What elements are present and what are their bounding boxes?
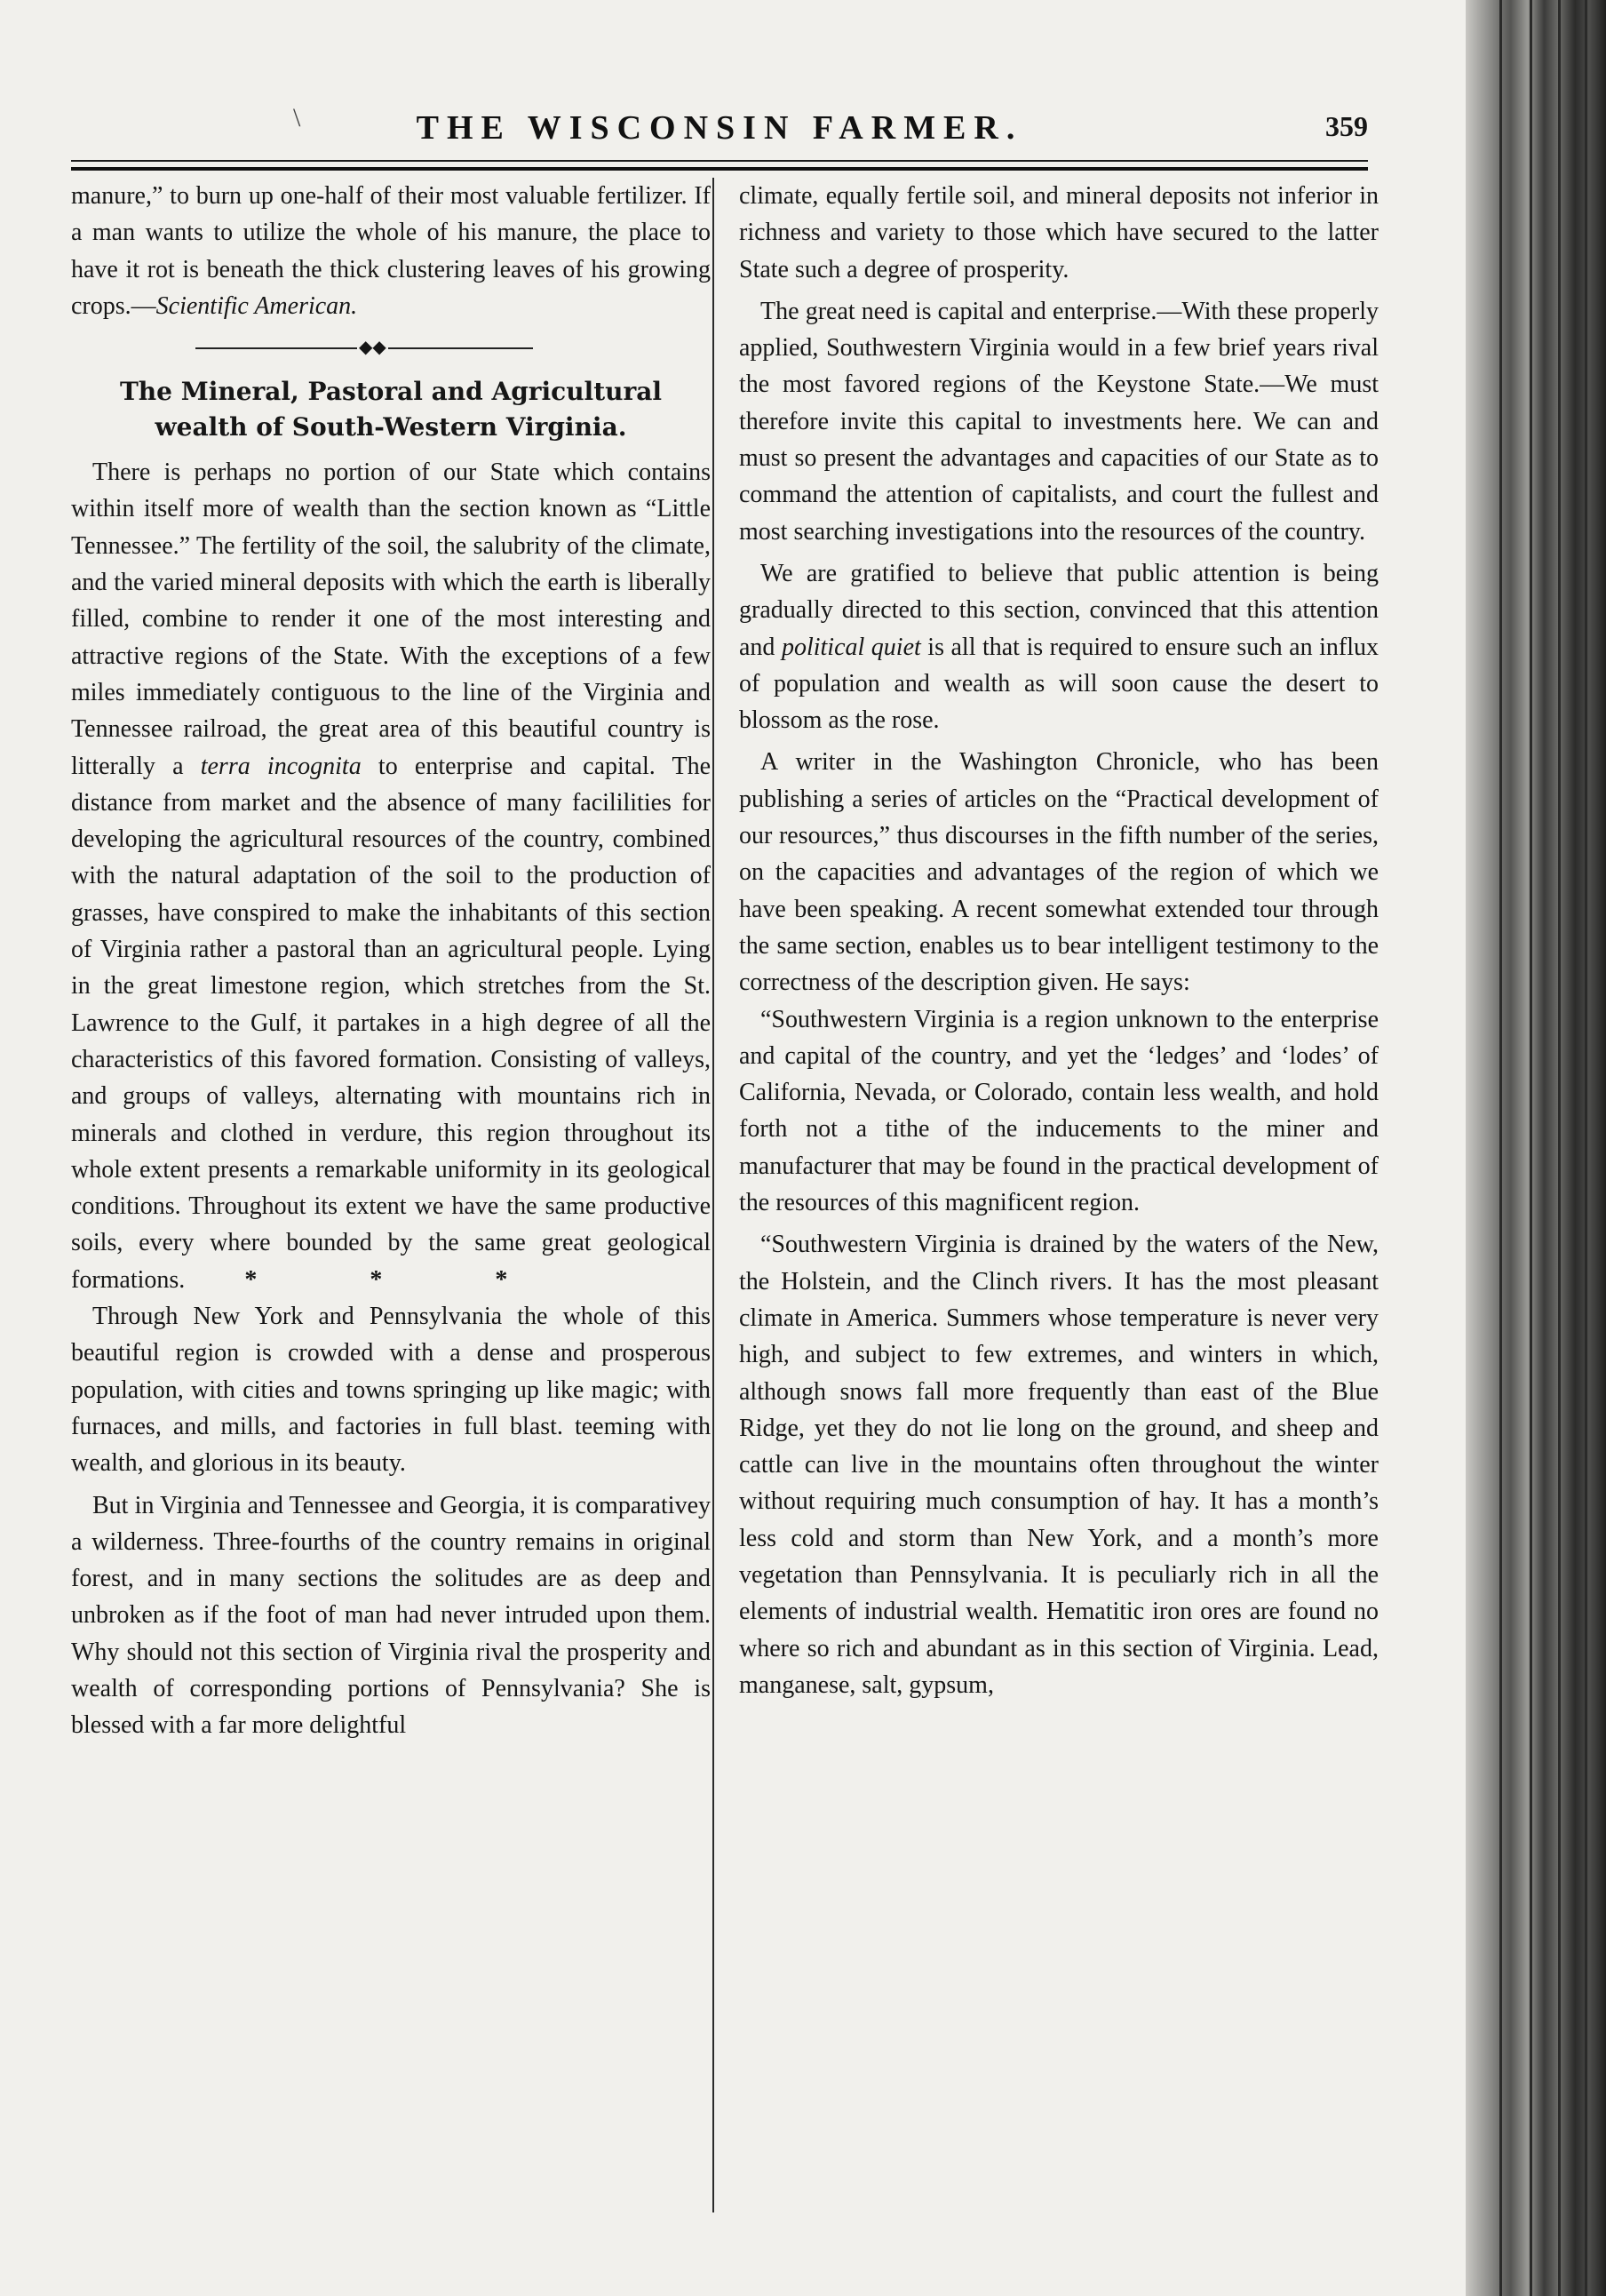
stray-mark: \ bbox=[293, 103, 301, 132]
source-citation: Scientific American. bbox=[155, 291, 358, 320]
right-column bbox=[739, 178, 1379, 1703]
page-number: 359 bbox=[1325, 110, 1368, 142]
left-column bbox=[71, 178, 711, 1744]
header-rule-thick bbox=[71, 167, 1368, 171]
article-paragraph: But in Virginia and Tennessee and Georgia, it is comparativey a wilderness. Three-fourths of the country remains in original forest, and in many sections the solitudes are as deep and unbroken as if the foot of man had never intruded upon them. Why should not this section of Virginia rival the prosperity and wealth of corresponding portions of Pennsylvania? She is blessed with a far more delightful bbox=[71, 1491, 711, 1740]
article-paragraph: Through New York and Pennsylvania the whole of this beautiful region is crowded with a dense and prosperous population, with cities and towns springing up like magic; with furnaces, and mills, and factories in full blast. teeming with wealth, and glorious in its beauty. bbox=[71, 1303, 711, 1478]
column-divider bbox=[712, 178, 714, 2212]
book-spine-edge bbox=[1466, 0, 1606, 2296]
article-paragraph: We are gratified to believe that public attention is being gradually directed to this section, convinced that this attention and political quiet is all that is required to ensure such an influx of population and wealth as will soon cause the desert to blossom as the rose. bbox=[739, 559, 1379, 735]
article-heading-line-2: wealth of South-Western Virginia. bbox=[155, 412, 627, 442]
page-header bbox=[71, 103, 1368, 153]
divider-ornament-icon: ◆◆ bbox=[359, 338, 386, 358]
ellipsis-asterisks: * * * bbox=[244, 1265, 561, 1294]
article-paragraph: A writer in the Washington Chronicle, who has been publishing a series of articles on the “Practical development of our resources,” thus discourses in the fifth number of the series, on the capacities and advantages of the region of which we have been speaking. A recent somewhat extended tour through the same section, enables us to bear intelligent testimony to the correctness of the description given. He says: bbox=[739, 748, 1379, 997]
header-rule-thin bbox=[71, 160, 1368, 162]
section-divider bbox=[71, 331, 711, 363]
article-paragraph: There is perhaps no portion of our State which contains within itself more of wealth than the section known as “Little Tennessee.” The fertility of the soil, the salubrity of the climate, and the varied mineral deposits with which the earth is liberally filled, combine to render it one of the most interesting and attractive regions of the State. With the exceptions of a few miles immediately contiguous to the line of the Virginia and Tennessee railroad, the great area of this beautiful country is litterally a terra incognita to enterprise and capital. The distance from market and the absence of many facililities for developing the agricultural resources of the country, combined with the natural adaptation of the soil to the production of grasses, have conspired to make the inhabitants of this section of Virginia rather a pastoral than an agricultural people. Lying in the great limestone region, which stretches from the St. Lawrence to the Gulf, it partakes in a high degree of all the characteristics of this favored formation. Consisting of valleys, and groups of valleys, alternating with mountains rich in minerals and clothed in verdure, this region throughout its whole extent presents a remarkable uniformity in its geological conditions. Throughout its extent we have the same productive soils, every where bounded by the same great geological formations. * * * bbox=[71, 458, 711, 1294]
running-title: THE WISCONSIN FARMER. bbox=[416, 109, 1023, 147]
article-heading-line-1: The Mineral, Pastoral and Agricultural bbox=[119, 377, 663, 407]
quoted-paragraph: “Southwestern Virginia is drained by the waters of the New, the Holstein, and the Clinch rivers. It has the most pleasant climate in America. Summers whose temperature is never very high, and subject to few extremes, and winters in which, although snows fall more frequently than east of the Blue Ridge, yet they do not lie long on the ground, and sheep and cattle can live in the mountains often throughout the winter without requiring much consumption of hay. It has a month’s less cold and storm than New York, and a month’s more vegetation than Pennsylvania. It is peculiarly rich in all the elements of industrial wealth. Hematitic iron ores are found no where so rich and abundant as in this section of Virginia. Lead, manganese, salt, gypsum, bbox=[739, 1231, 1379, 1699]
article-paragraph: climate, equally fertile soil, and mineral deposits not inferior in richness and variety to those which have secured to the latter State such a degree of prosperity. bbox=[739, 182, 1379, 283]
italic-phrase: political quiet bbox=[781, 633, 921, 661]
article-paragraph: The great need is capital and enterprise.—With these properly applied, Southwestern Virginia would in a few brief years rival the most favored regions of the Keystone State.—We must therefore invite this capital to investments here. We can and must so present the advantages and capacities of our State as to command the attention of capitalists, and court the fullest and most searching investigations into the resources of the country. bbox=[739, 297, 1379, 546]
article-heading bbox=[71, 374, 711, 445]
quoted-paragraph: “Southwestern Virginia is a region unknown to the enterprise and capital of the country, and yet the ‘ledges’ and ‘lodes’ of California, Nevada, or Colorado, contain less wealth, and hold forth not a tithe of the inducements to the miner and manufacturer that may be found in the practical development of the resources of this magnificent region. bbox=[739, 1005, 1379, 1217]
italic-phrase: terra incognita bbox=[200, 752, 362, 780]
continued-paragraph: manure,” to burn up one-half of their most valuable fertilizer. If a man wants to utilize the whole of his manure, the place to have it rot is beneath the thick clustering leaves of his growing crops.—Scientific American. bbox=[71, 182, 711, 320]
